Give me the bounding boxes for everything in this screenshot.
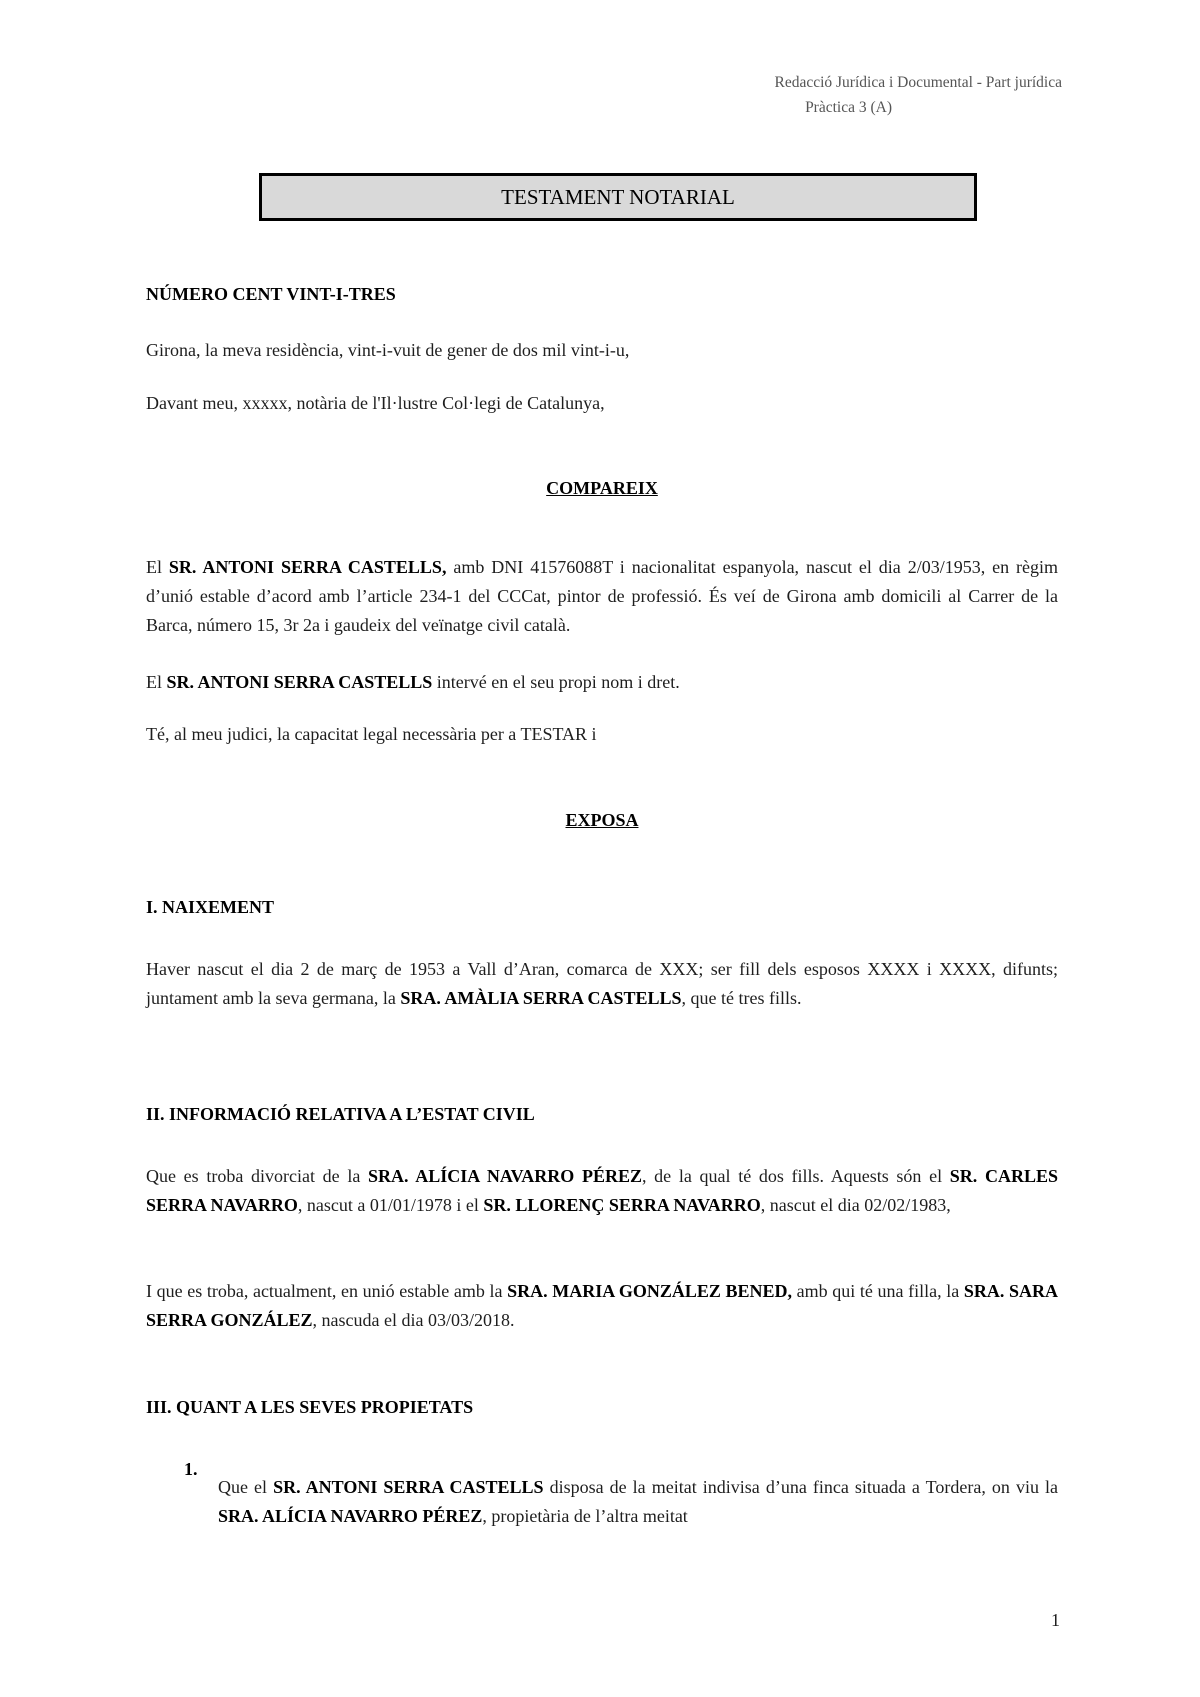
compareix-para-2	[146, 668, 1058, 697]
person-name: SR. CARLES SERRA NAVARRO	[146, 1166, 1059, 1215]
compareix-para-1	[146, 553, 1058, 640]
testator-name: SR. ANTONI SERRA CASTELLS	[166, 672, 433, 692]
text-run: , nascut a 01/01/1978 i el	[297, 1195, 484, 1215]
person-name: SRA. MARIA GONZÁLEZ BENED,	[507, 1281, 793, 1301]
text-run: Haver nascut el dia 2 de març de 1953 a Vall d’Aran, comarca de XXX; ser fill dels esposos XXXX i XXXX, difunts; juntament amb la seva germana, la	[146, 959, 1058, 1008]
capacity-statement: Té, al meu judici, la capacitat legal necessària per a TESTAR i	[146, 724, 597, 744]
section-2-para-2	[146, 1277, 1058, 1335]
document-title: TESTAMENT NOTARIAL	[259, 173, 977, 221]
person-name: SRA. ALÍCIA NAVARRO PÉREZ	[218, 1506, 483, 1526]
text-run: El	[146, 557, 169, 577]
text-run: Que es troba divorciat de la	[146, 1166, 369, 1186]
person-name: SR. LLORENÇ SERRA NAVARRO	[483, 1195, 761, 1215]
header-course: Redacció Jurídica i Documental - Part jurídica	[774, 74, 1062, 91]
section-heading: III. QUANT A LES SEVES PROPIETATS	[146, 1397, 474, 1417]
section-heading: I. NAIXEMENT	[146, 897, 275, 917]
person-name: SRA. SARA SERRA GONZÁLEZ	[146, 1281, 1058, 1330]
text-run: , propietària de l’altra meitat	[482, 1506, 688, 1526]
section-3-heading-block	[146, 1393, 1058, 1422]
section-heading: II. INFORMACIÓ RELATIVA A L’ESTAT CIVIL	[146, 1104, 535, 1124]
exposa-heading: EXPOSA	[565, 810, 639, 830]
text-run: , nascuda el dia 03/03/2018.	[312, 1310, 515, 1330]
text-run: , que té tres fills.	[681, 988, 802, 1008]
text-run: I que es troba, actualment, en unió estable amb la	[146, 1281, 508, 1301]
section-2-heading-block	[146, 1100, 1058, 1129]
text-run: Que el	[218, 1477, 274, 1497]
numbered-item-1	[146, 1455, 1058, 1549]
text-run: amb DNI 41576088T i nacionalitat espanyola, nascut el dia 2/03/1953, en règim d’unió estable d’acord amb l’article 234-1 del CCCat, pintor de professió. És veí de Girona amb domicili al Carrer de la Barca, número 15, 3r 2a i gaudeix del veïnatge civil català.	[146, 557, 1059, 635]
number-line	[146, 280, 1058, 309]
header-practice: Pràctica 3 (A)	[805, 99, 892, 116]
text-run: amb qui té una filla, la	[792, 1281, 964, 1301]
text-run: El	[146, 672, 167, 692]
place-date: Girona, la meva residència, vint-i-vuit de gener de dos mil vint-i-u,	[146, 340, 630, 360]
person-name: SR. ANTONI SERRA CASTELLS	[273, 1477, 544, 1497]
person-name: SRA. ALÍCIA NAVARRO PÉREZ	[368, 1166, 642, 1186]
testator-name: SR. ANTONI SERRA CASTELLS,	[168, 557, 447, 577]
item-number: 1.	[184, 1459, 198, 1479]
section-2-para-1	[146, 1162, 1058, 1220]
section-1-heading-block	[146, 893, 1058, 922]
notary-statement: Davant meu, xxxxx, notària de l'Il·lustre Col·legi de Catalunya,	[146, 393, 605, 413]
person-name: SRA. AMÀLIA SERRA CASTELLS	[400, 988, 682, 1008]
text-run: , de la qual té dos fills. Aquests són el	[641, 1166, 950, 1186]
text-run: disposa de la meitat indivisa d’una finca situada a Tordera, on viu la	[543, 1477, 1059, 1497]
place-date-para	[146, 336, 1058, 365]
text-run: , nascut el dia 02/02/1983,	[760, 1195, 951, 1215]
compareix-heading: COMPAREIX	[546, 478, 658, 498]
page-header	[774, 70, 1062, 120]
exposa-heading-block	[146, 806, 1058, 835]
compareix-heading-block	[146, 474, 1058, 503]
testament-number: NÚMERO CENT VINT-I-TRES	[146, 284, 396, 304]
notary-para	[146, 389, 1058, 418]
compareix-para-3	[146, 720, 1058, 749]
text-run: intervé en el seu propi nom i dret.	[432, 672, 680, 692]
page-number: 1	[1051, 1610, 1060, 1630]
section-1-para	[146, 955, 1058, 1013]
